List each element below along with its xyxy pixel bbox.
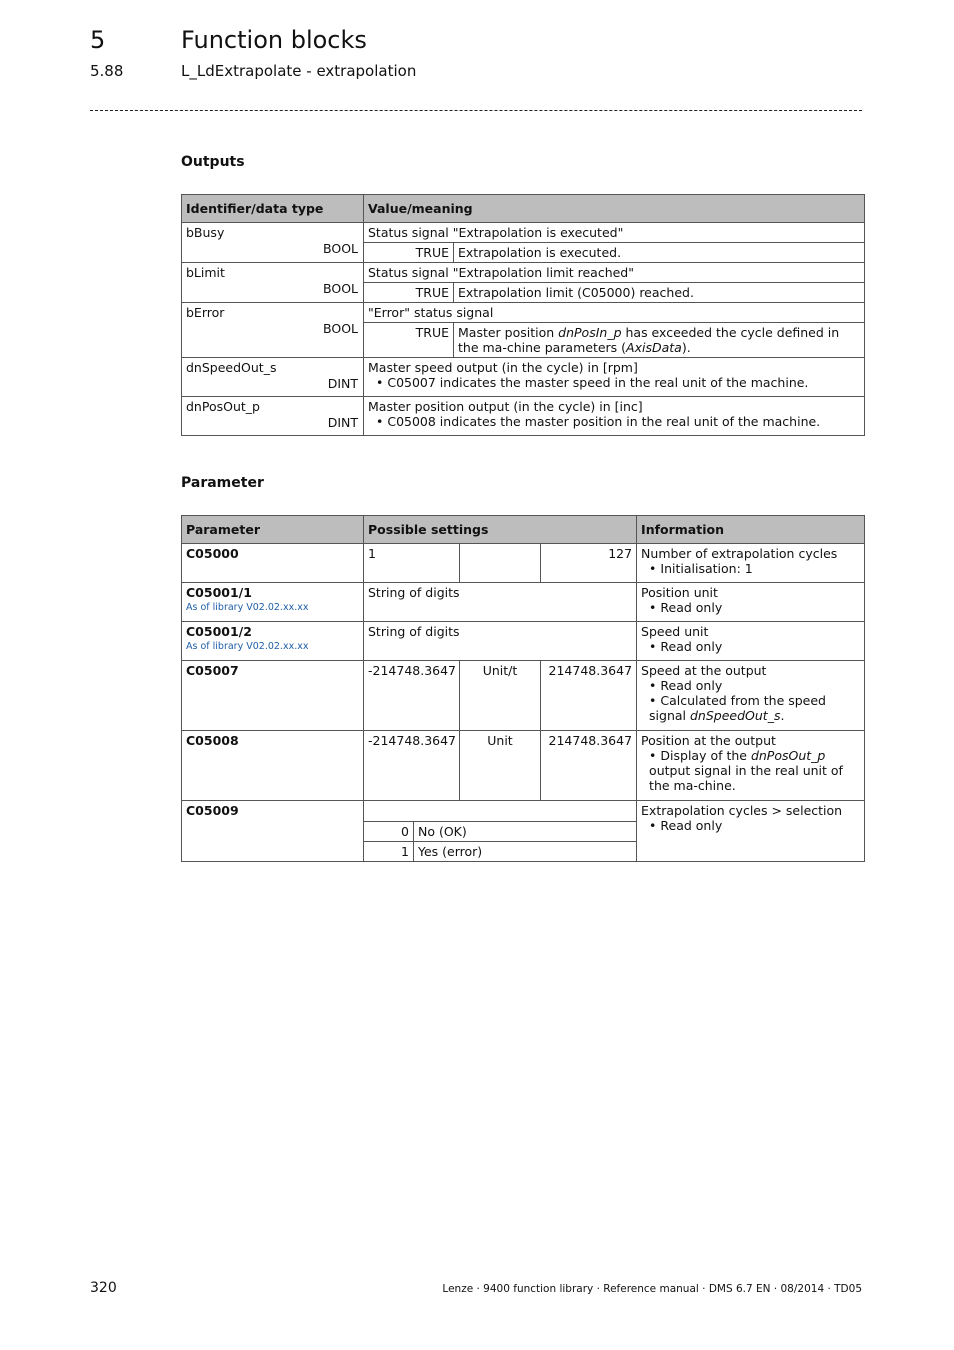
setting-min: -214748.3647: [364, 731, 460, 801]
info-text: Speed unit: [641, 624, 709, 639]
table-row: [182, 544, 865, 583]
bullet-item: • Read only: [649, 678, 723, 693]
setting-max: 214748.3647: [541, 731, 637, 801]
col-parameter: Parameter: [182, 516, 364, 544]
parameter-header-row: [182, 516, 865, 544]
data-type: BOOL: [323, 281, 358, 296]
value-key: TRUE: [364, 323, 454, 358]
identifier-cell: [182, 303, 364, 358]
page-number: 320: [90, 1280, 117, 1296]
identifier-name: bLimit: [186, 265, 225, 280]
table-row: [182, 731, 865, 801]
table-row: [182, 303, 865, 323]
bullet-item: • Read only: [649, 639, 723, 654]
library-note: As of library V02.02.xx.xx: [186, 641, 309, 652]
col-information: Information: [637, 516, 865, 544]
bullet-item: • Read only: [649, 818, 723, 833]
param-info: [637, 622, 865, 661]
section-number: 5.88: [90, 62, 124, 80]
desc-text: Master position output (in the cycle) in [inc]: [368, 399, 643, 414]
value-meaning: Extrapolation limit (C05000) reached.: [454, 283, 865, 303]
table-row: [182, 358, 865, 397]
param-code: C05001/1: [186, 585, 252, 600]
value-desc: Status signal "Extrapolation limit reached": [364, 263, 865, 283]
param-code-cell: [182, 622, 364, 661]
setting-max: 214748.3647: [541, 661, 637, 731]
param-code: C05009: [182, 801, 364, 862]
data-type: DINT: [327, 376, 358, 391]
text-part: • Display of the: [649, 748, 751, 763]
signal-name: dnSpeedOut_s: [690, 708, 781, 723]
identifier-cell: [182, 263, 364, 303]
info-text: Speed at the output: [641, 663, 767, 678]
value-meaning: Extrapolation is executed.: [454, 243, 865, 263]
header-divider: [90, 110, 862, 111]
value-meaning: [454, 323, 865, 358]
option-value: No (OK): [414, 822, 637, 842]
param-code: C05000: [182, 544, 364, 583]
setting-text: String of digits: [364, 583, 637, 622]
value-desc: [364, 397, 865, 436]
info-text: Extrapolation cycles > selection: [641, 803, 843, 818]
value-desc: [364, 358, 865, 397]
chapter-number: 5: [90, 26, 106, 54]
col-settings: Possible settings: [364, 516, 637, 544]
signal-name: dnPosOut_p: [750, 748, 826, 763]
col-identifier: Identifier/data type: [182, 195, 364, 223]
setting-unit: [460, 544, 541, 583]
identifier-name: dnPosOut_p: [186, 399, 260, 414]
library-note: As of library V02.02.xx.xx: [186, 602, 309, 613]
param-code: C05001/2: [186, 624, 252, 639]
table-row: [182, 801, 865, 822]
identifier-cell: [182, 223, 364, 263]
parameter-table: [181, 515, 865, 862]
value-key: TRUE: [364, 243, 454, 263]
text-part: output signal in the real unit of the ma-chine.: [649, 763, 843, 793]
table-row: [182, 223, 865, 243]
bullet-item: • Initialisation: 1: [649, 561, 753, 576]
info-text: Position at the output: [641, 733, 776, 748]
value-desc: "Error" status signal: [364, 303, 865, 323]
param-info: [637, 661, 865, 731]
identifier-cell: [182, 397, 364, 436]
value-key: TRUE: [364, 283, 454, 303]
setting-unit: Unit: [460, 731, 541, 801]
text-part: Master position: [458, 325, 559, 340]
bullet-item: • Read only: [649, 600, 723, 615]
table-row: [182, 622, 865, 661]
param-info: [637, 544, 865, 583]
param-info: [637, 731, 865, 801]
identifier-cell: [182, 358, 364, 397]
data-type: BOOL: [323, 241, 358, 256]
option-key: 1: [364, 842, 414, 862]
bullet-item: [641, 748, 860, 793]
table-row: [182, 661, 865, 731]
desc-text: Master speed output (in the cycle) in [rpm]: [368, 360, 638, 375]
outputs-header-row: [182, 195, 865, 223]
setting-min: 1: [364, 544, 460, 583]
outputs-table: [181, 194, 865, 436]
bullet-item: • C05008 indicates the master position in the real unit of the machine.: [376, 414, 821, 429]
table-row: [182, 583, 865, 622]
param-info: [637, 801, 865, 862]
setting-empty: [364, 801, 637, 822]
identifier-name: bBusy: [186, 225, 225, 240]
signal-name: dnPosIn_p: [558, 325, 622, 340]
footer-text: Lenze · 9400 function library · Reference manual · DMS 6.7 EN · 08/2014 · TD05: [442, 1283, 862, 1295]
option-value: Yes (error): [414, 842, 637, 862]
identifier-name: bError: [186, 305, 225, 320]
data-type: DINT: [327, 415, 358, 430]
info-text: Number of extrapolation cycles: [641, 546, 838, 561]
info-text: Position unit: [641, 585, 718, 600]
table-row: [182, 397, 865, 436]
setting-min: -214748.3647: [364, 661, 460, 731]
setting-text: String of digits: [364, 622, 637, 661]
option-key: 0: [364, 822, 414, 842]
value-desc: Status signal "Extrapolation is executed": [364, 223, 865, 243]
bullet-item: • C05007 indicates the master speed in the real unit of the machine.: [376, 375, 809, 390]
param-code-cell: [182, 583, 364, 622]
text-part: • Calculated from the speed signal: [649, 693, 826, 723]
identifier-name: dnSpeedOut_s: [186, 360, 277, 375]
section-title: L_LdExtrapolate - extrapolation: [181, 62, 417, 80]
setting-unit: Unit/t: [460, 661, 541, 731]
signal-name: AxisData: [626, 340, 682, 355]
table-row: [182, 263, 865, 283]
col-value: Value/meaning: [364, 195, 865, 223]
param-info: [637, 583, 865, 622]
text-part: has exceeded the cycle defined in the ma-chine parameters (: [458, 325, 840, 355]
setting-max: 127: [541, 544, 637, 583]
param-code: C05008: [182, 731, 364, 801]
outputs-heading: Outputs: [181, 154, 245, 170]
bullet-item: [641, 693, 860, 723]
text-part: ).: [681, 340, 691, 355]
text-part: .: [780, 708, 785, 723]
param-code: C05007: [182, 661, 364, 731]
chapter-title: Function blocks: [181, 26, 367, 54]
parameter-heading: Parameter: [181, 475, 264, 491]
data-type: BOOL: [323, 321, 358, 336]
